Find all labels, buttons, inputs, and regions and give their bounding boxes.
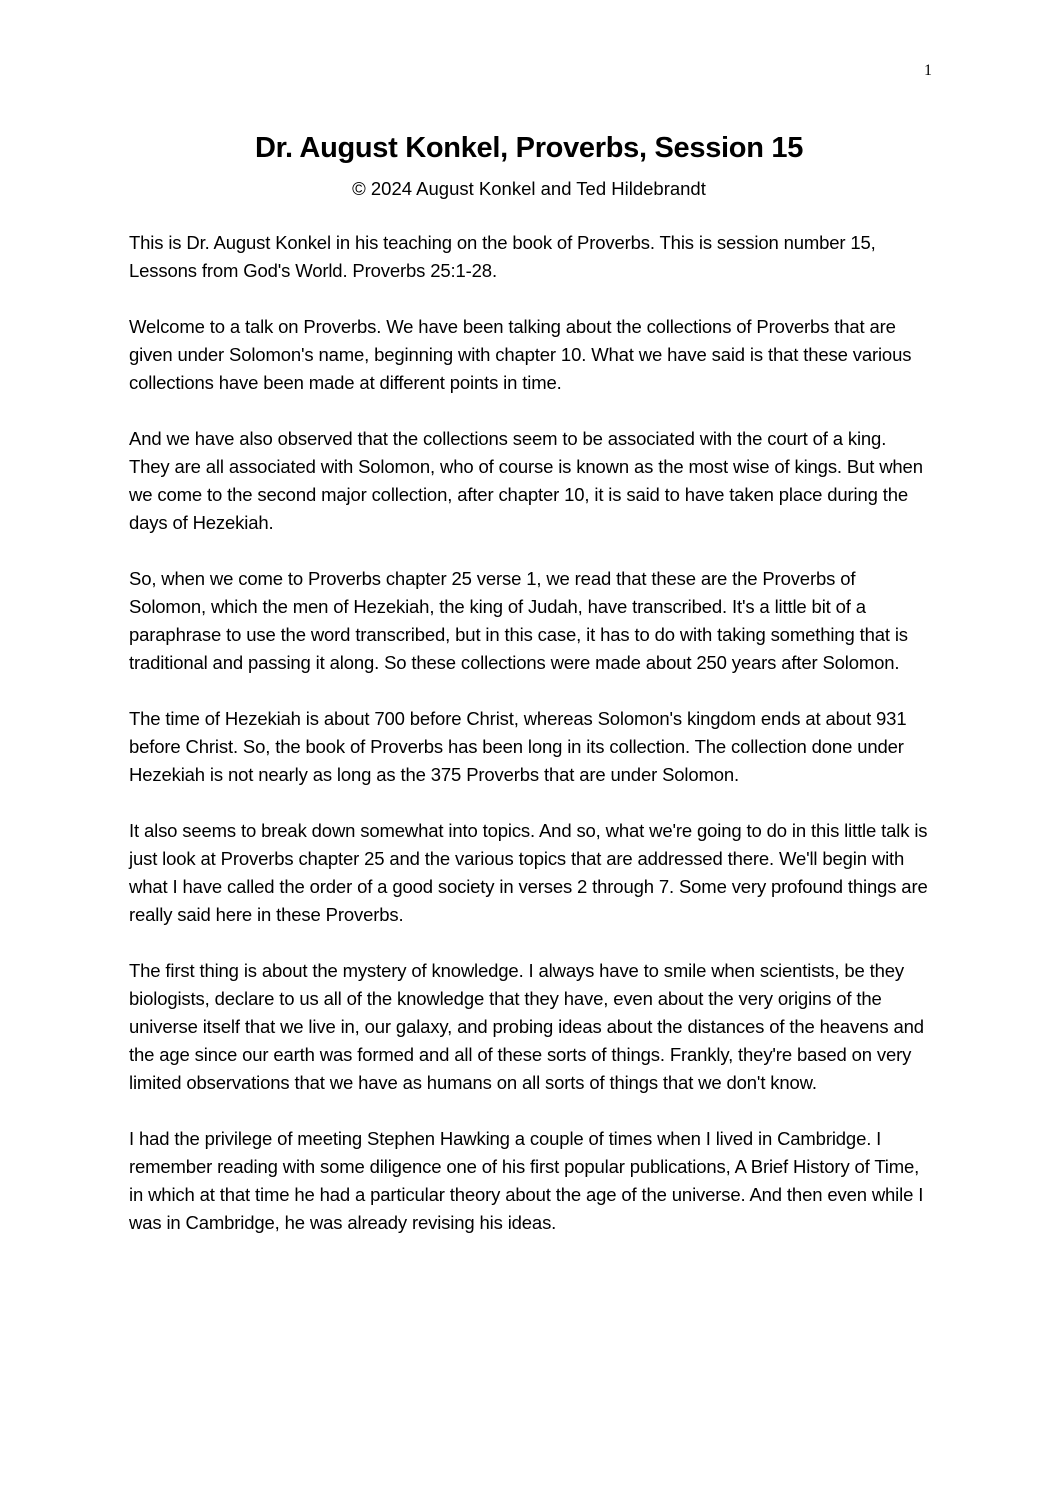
copyright-line: © 2024 August Konkel and Ted Hildebrandt xyxy=(352,178,706,199)
paragraph: So, when we come to Proverbs chapter 25 verse 1, we read that these are the Proverbs of Solomon, which the men of Hezekiah, the king of Judah, have transcribed. It's a little bit of a paraphrase to use the word transcribed, but in this case, it has to do with taking something that is traditional and passing it along. So these collections were made about 250 years after Solomon. xyxy=(129,568,908,673)
page-number: 1 xyxy=(924,62,932,79)
document-body xyxy=(129,229,929,1265)
paragraph: The first thing is about the mystery of knowledge. I always have to smile when scientists, be they biologists, declare to us all of the knowledge that they have, even about the very origins of the universe itself that we live in, our galaxy, and probing ideas about the distances of the heavens and the age since our earth was formed and all of these sorts of things. Frankly, they're based on very limited observations that we have as humans on all sorts of things that we don't know. xyxy=(129,960,924,1093)
document-title: Dr. August Konkel, Proverbs, Session 15 xyxy=(254,132,804,164)
paragraph: The time of Hezekiah is about 700 before Christ, whereas Solomon's kingdom ends at about 931 before Christ. So, the book of Proverbs has been long in its collection. The collection done under Hezekiah is not nearly as long as the 375 Proverbs that are under Solomon. xyxy=(129,708,907,785)
paragraph: Welcome to a talk on Proverbs. We have been talking about the collections of Proverbs that are given under Solomon's name, beginning with chapter 10. What we have said is that these various collections have been made at different points in time. xyxy=(129,316,912,393)
paragraph: I had the privilege of meeting Stephen Hawking a couple of times when I lived in Cambridge. I remember reading with some diligence one of his first popular publications, A Brief History of Time, in which at that time he had a particular theory about the age of the universe. And then even while I was in Cambridge, he was already revising his ideas. xyxy=(129,1128,924,1233)
paragraph: And we have also observed that the collections seem to be associated with the court of a king. They are all associated with Solomon, who of course is known as the most wise of kings. But when we come to the second major collection, after chapter 10, it is said to have taken place during the days of Hezekiah. xyxy=(129,428,923,533)
paragraph-intro: This is Dr. August Konkel in his teaching on the book of Proverbs. This is session number 15, Lessons from God's World. Proverbs 25:1-28. xyxy=(129,232,876,281)
paragraph: It also seems to break down somewhat into topics. And so, what we're going to do in this little talk is just look at Proverbs chapter 25 and the various topics that are addressed there. We'll begin with what I have called the order of a good society in verses 2 through 7. Some very profound things are really said here in these Proverbs. xyxy=(129,820,928,925)
